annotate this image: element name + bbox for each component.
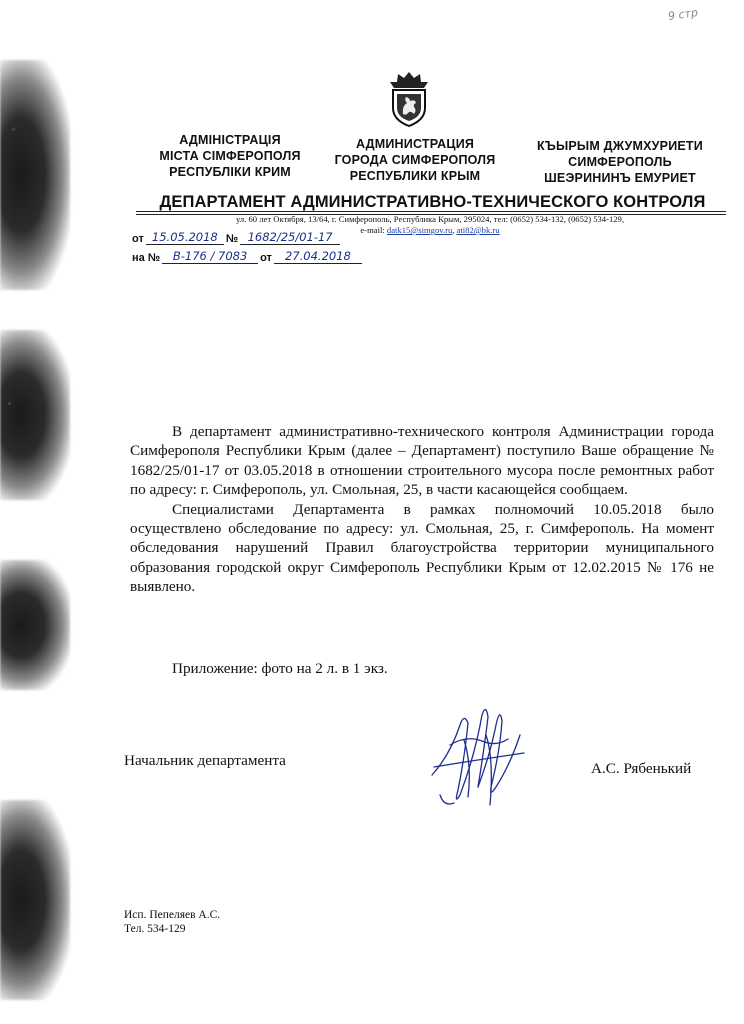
header-line: ШЕЭРИНИНЪ ЕМУРИЕТ <box>544 171 696 185</box>
email-separator: , <box>452 225 457 235</box>
city-emblem-icon <box>388 70 430 128</box>
header-line: МІСТА СІМФЕРОПОЛЯ <box>159 149 301 163</box>
attachment-note: Приложение: фото на 2 л. в 1 экз. <box>172 660 388 677</box>
outgoing-number: 1682/25/01-17 <box>240 230 340 245</box>
divider <box>136 211 726 212</box>
scan-shadow <box>0 330 70 500</box>
header-line: АДМИНИСТРАЦИЯ <box>355 137 475 151</box>
department-title: ДЕПАРТАМЕНТ АДМИНИСТРАТИВНО-ТЕХНИЧЕСКОГО КОНТРОЛЯ <box>159 193 706 211</box>
header-line: АДМІНІСТРАЦІЯ <box>179 133 281 147</box>
incoming-date: 27.04.2018 <box>274 249 362 264</box>
outgoing-date: 15.05.2018 <box>146 230 224 245</box>
handwritten-signature <box>420 695 530 820</box>
header-line: ГОРОДА СИМФЕРОПОЛЯ <box>334 153 496 167</box>
scan-shadow <box>0 800 70 1000</box>
email-link[interactable]: ati82@bk.ru <box>456 225 500 235</box>
header-line: РЕСПУБЛІКИ КРИМ <box>169 165 291 179</box>
signatory-name: А.С. Рябенький <box>591 760 692 777</box>
date-label: от <box>260 252 272 264</box>
scan-shadow <box>0 60 70 290</box>
scan-dot <box>12 128 15 131</box>
body-paragraph: Специалистами Департамента в рамках полномочий 10.05.2018 было осуществлено обследование по адресу: ул. Смольная, 25, г. Симферополь. На момент обследования нарушений Правил благоустройства территории муниципального образования городской округ Симферополь Республики Крым от 12.02.2015 № 176 не выявлено. <box>130 500 714 596</box>
email-label: e-mail: <box>360 225 387 235</box>
signatory-position: Начальник департамента <box>124 752 286 769</box>
header-ukrainian <box>140 132 320 180</box>
scan-shadow <box>0 560 70 690</box>
header-line: СИМФЕРОПОЛЬ <box>568 155 672 169</box>
executor-info <box>124 908 220 936</box>
handwritten-page-note: 9 стр <box>667 5 699 24</box>
executor-phone: Тел. 534-129 <box>124 923 186 935</box>
body-paragraph: В департамент административно-технического контроля Администрации города Симферополя Республики Крым (далее – Департамент) поступило Ваше обращение № 1682/25/01-17 от 03.05.2018 в отношении строительного мусора после ремонтных работ по адресу: г. Симферополь, ул. Смольная, 25, в части касающейся сообщаем. <box>130 423 714 499</box>
header-crimean-tatar <box>520 138 720 186</box>
email-link[interactable]: datk15@simgov.ru <box>386 225 453 235</box>
date-label: от <box>132 233 144 245</box>
outgoing-reference <box>132 230 340 245</box>
reply-number-label: на № <box>132 252 161 264</box>
header-line: КЪЫРЫМ ДЖУМХУРИЕТИ <box>537 139 703 153</box>
scan-dot <box>8 402 11 405</box>
header-line: РЕСПУБЛИКИ КРЫМ <box>349 169 481 183</box>
address-line: ул. 60 лет Октября, 13/64, г. Симферополь, Республика Крым, 295024, тел: (0652) 534-132, (0652) 534-129, <box>236 214 624 224</box>
letter-body <box>130 422 714 597</box>
incoming-number: В-176 / 7083 <box>162 249 258 264</box>
number-label: № <box>225 233 239 245</box>
executor-name: Исп. Пепеляев А.С. <box>124 909 221 921</box>
header-russian <box>322 136 508 184</box>
incoming-reference <box>132 249 362 264</box>
